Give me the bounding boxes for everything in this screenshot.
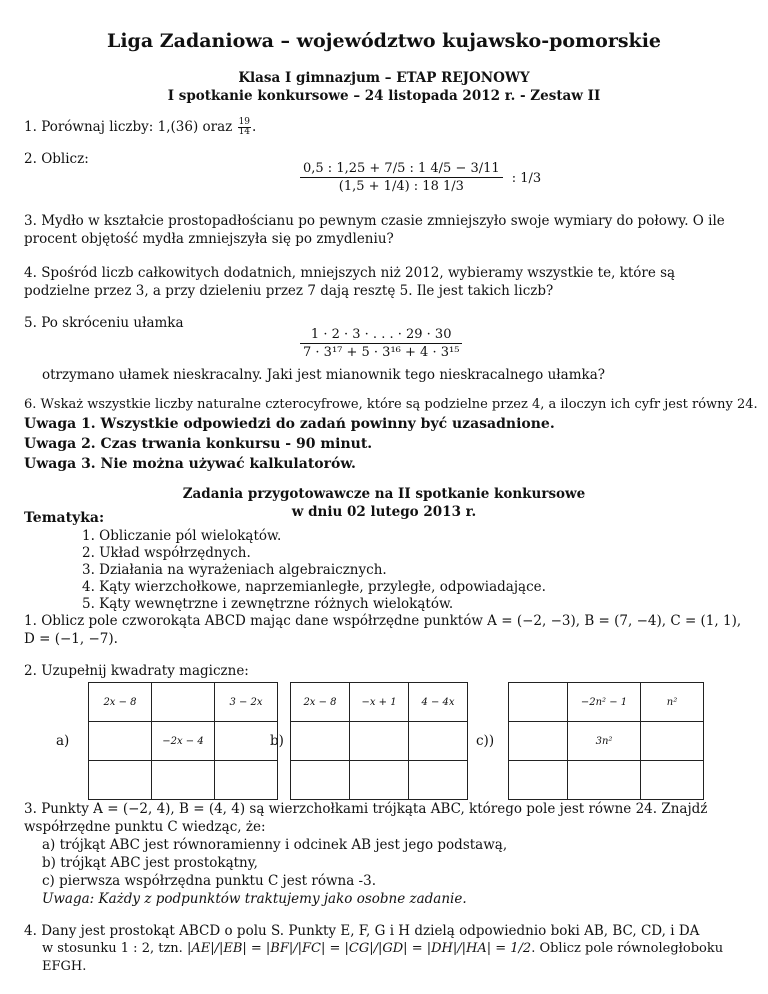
square-cell[interactable]: [291, 722, 350, 761]
square-cell[interactable]: [350, 761, 409, 800]
task-text: Porównaj liczby: 1,(36) oraz: [41, 119, 233, 135]
fraction-denominator: 7 · 3¹⁷ + 5 · 3¹⁶ + 4 · 3¹⁵: [303, 345, 460, 360]
task-text: Oblicz pole czworokąta ABCD mając dane współrzędne punktów A = (−2, −3), B = (7, −4), C = (1, 1), D = (−1, −7).: [24, 613, 742, 647]
task-text: Po skróceniu ułamka: [41, 315, 184, 331]
task-5-continued: otrzymano ułamek nieskracalny. Jaki jest mianownik tego nieskracalnego ułamka?: [42, 367, 605, 383]
section-date: w dniu 02 lutego 2013 r.: [291, 504, 477, 520]
task-number: 2.: [24, 151, 37, 167]
fraction: $\frac{19}{14}$: [238, 117, 251, 137]
square-cell[interactable]: 3 − 2x: [215, 683, 278, 722]
topic-item: 2. Układ współrzędnych.: [82, 545, 251, 561]
prep-task-3: [24, 800, 748, 836]
contest-session: I spotkanie konkursowe – 24 listopada 2012 r. - Zestaw II: [167, 88, 601, 104]
fraction-numerator: 0,5 : 1,25 + 7/5 : 1 4/5 − 3/11: [300, 160, 503, 178]
topics-label: Tematyka:: [24, 510, 105, 526]
square-cell[interactable]: 4 − 4x: [409, 683, 468, 722]
task-number: 3.: [24, 801, 37, 817]
label-a: a): [56, 733, 70, 749]
task-6: [24, 396, 764, 414]
square-cell[interactable]: [291, 761, 350, 800]
section-heading: Zadania przygotowawcze na II spotkanie konkursowe: [182, 486, 586, 502]
note-3: Uwaga 3. Nie można używać kalkulatorów.: [24, 456, 356, 472]
fraction-denominator: (1,5 + 1/4) : 18 1/3: [338, 179, 464, 194]
subpoint-a: a) trójkąt ABC jest równoramienny i odcinek AB jest jego podstawą,: [42, 837, 508, 853]
square-cell[interactable]: [641, 722, 704, 761]
square-cell[interactable]: [215, 722, 278, 761]
contest-level: Klasa I gimnazjum – ETAP REJONOWY: [238, 70, 530, 86]
topic-item: 4. Kąty wierzchołkowe, naprzemianległe, przyległe, odpowiadające.: [82, 579, 546, 595]
topic-item: 1. Obliczanie pól wielokątów.: [82, 528, 282, 544]
task-number: 1.: [24, 119, 37, 135]
subpoint-note: Uwaga: Każdy z podpunktów traktujemy jako osobne zadanie.: [42, 891, 467, 907]
note-1: Uwaga 1. Wszystkie odpowiedzi do zadań powinny być uzasadnione.: [24, 416, 555, 432]
square-cell[interactable]: [568, 761, 641, 800]
square-cell[interactable]: [152, 761, 215, 800]
prep-task-4: [24, 922, 754, 940]
square-cell[interactable]: −x + 1: [350, 683, 409, 722]
task-number: 3.: [24, 213, 37, 229]
product-fraction: [300, 326, 462, 361]
task-5: [24, 314, 184, 332]
square-cell[interactable]: −2n² − 1: [568, 683, 641, 722]
task-number: 2.: [24, 663, 37, 679]
square-cell[interactable]: [509, 761, 568, 800]
task-text: . Oblicz pole równoległoboku EFGH.: [42, 941, 724, 974]
task-number: 5.: [24, 315, 37, 331]
square-cell[interactable]: [89, 761, 152, 800]
task-2: [24, 150, 89, 168]
divisor: : 1/3: [511, 171, 542, 186]
task-number: 1.: [24, 613, 37, 629]
square-cell[interactable]: [215, 761, 278, 800]
fraction-numerator: 1 · 2 · 3 · . . . · 29 · 30: [300, 326, 462, 344]
square-cell[interactable]: 2x − 8: [89, 683, 152, 722]
complex-fraction: [300, 160, 541, 195]
task-text: Oblicz:: [41, 151, 89, 167]
task-1: 1. Porównaj liczby: 1,(36) oraz $\frac{19}{14}$ .: [24, 117, 257, 137]
prep-task-1: [24, 612, 744, 648]
square-cell[interactable]: −2x − 4: [152, 722, 215, 761]
magic-square-b: [290, 682, 468, 800]
square-cell[interactable]: [350, 722, 409, 761]
label-c: c)): [476, 733, 495, 749]
topic-item: 3. Działania na wyrażeniach algebraicznych.: [82, 562, 387, 578]
task-text: Mydło w kształcie prostopadłościanu po pewnym czasie zmniejszyło swoje wymiary do połowy. O ile procent objętość mydła zmniejszyła się po zmydleniu?: [24, 213, 725, 247]
square-cell[interactable]: [409, 722, 468, 761]
task-text: Spośród liczb całkowitych dodatnich, mniejszych niż 2012, wybieramy wszystkie te, które są podzielne przez 3, a przy dzieleniu przez 7 dają resztę 5. Ile jest takich liczb?: [24, 265, 676, 299]
page-title: Liga Zadaniowa – województwo kujawsko-pomorskie: [106, 30, 662, 52]
square-cell[interactable]: [409, 761, 468, 800]
task-text: w stosunku 1 : 2, tzn.: [42, 941, 183, 956]
magic-square-c: [508, 682, 704, 800]
square-cell[interactable]: 2x − 8: [291, 683, 350, 722]
prep-task-2: [24, 662, 249, 680]
task-text: Punkty A = (−2, 4), B = (4, 4) są wierzchołkami trójkąta ABC, którego pole jest równe 24. Znajdź współrzędne punktu C wiedząc, że:: [24, 801, 708, 835]
topic-item: 5. Kąty wewnętrzne i zewnętrzne różnych wielokątów.: [82, 596, 454, 612]
subpoint-b: b) trójkąt ABC jest prostokątny,: [42, 855, 258, 871]
task-number: 4.: [24, 265, 37, 281]
note-2: Uwaga 2. Czas trwania konkursu - 90 minut.: [24, 436, 373, 452]
task-number: 6.: [24, 397, 37, 412]
task-text: Wskaż wszystkie liczby naturalne czterocyfrowe, które są podzielne przez 4, a iloczyn ich cyfr jest równy 24.: [40, 397, 758, 412]
label-b: b): [270, 733, 284, 749]
task-text: Uzupełnij kwadraty magiczne:: [41, 663, 249, 679]
square-cell[interactable]: [509, 722, 568, 761]
square-cell[interactable]: [152, 683, 215, 722]
task-4: [24, 264, 744, 300]
square-cell[interactable]: n²: [641, 683, 704, 722]
subpoint-c: c) pierwsza współrzędna punktu C jest równa -3.: [42, 873, 376, 889]
square-cell[interactable]: [509, 683, 568, 722]
square-cell[interactable]: 3n²: [568, 722, 641, 761]
ratio-expression: |AE|/|EB| = |BF|/|FC| = |CG|/|GD| = |DH|/|HA| = 1/2: [186, 941, 532, 956]
task-text: Dany jest prostokąt ABCD o polu S. Punkty E, F, G i H dzielą odpowiednio boki AB, BC, CD, i DA: [41, 923, 700, 939]
task-number: 4.: [24, 923, 37, 939]
prep-task-4-line2: [42, 940, 768, 976]
square-cell[interactable]: [89, 722, 152, 761]
magic-square-a: [88, 682, 278, 800]
task-3: [24, 212, 744, 248]
square-cell[interactable]: [641, 761, 704, 800]
